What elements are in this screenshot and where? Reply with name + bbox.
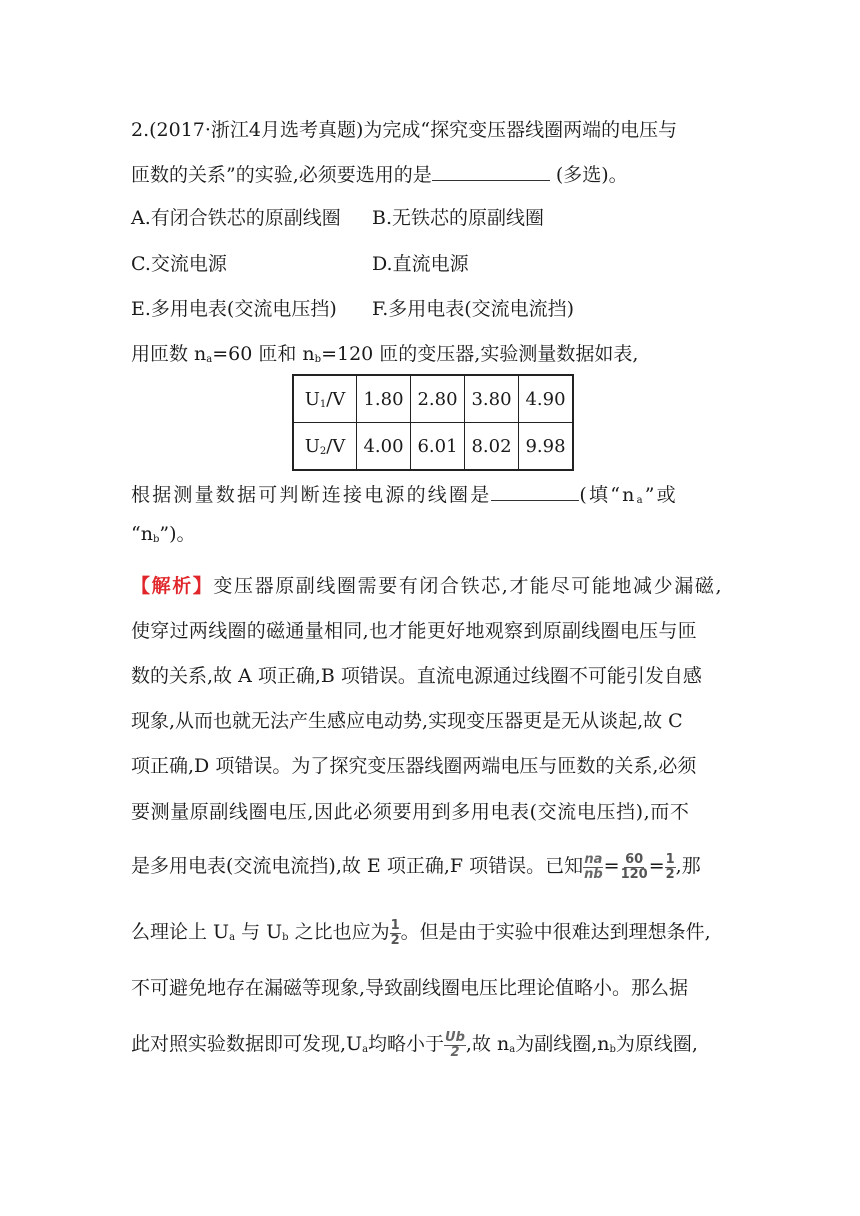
option-c: C.交流电源 — [131, 253, 227, 275]
option-f: F.多用电表(交流电流挡) — [372, 298, 575, 320]
table-cell: 6.01 — [411, 423, 465, 471]
analysis-line-9: 不可避免地存在漏磁等现象,导致副线圈电压比理论值略小。那么据 — [131, 977, 689, 999]
fraction-na-nb: $\frac{na}{nb}$ — [584, 851, 603, 882]
answer-blank-1[interactable] — [432, 162, 550, 181]
row-header-u2: $U_2/V$ — [293, 423, 357, 471]
option-b: B.无铁芯的原副线圈 — [372, 207, 545, 229]
question-line-8: “$n_b$”)。 — [131, 523, 196, 545]
analysis-line-5: 项正确,D 项错误。为了探究变压器线圈两端电压与匝数的关系,必须 — [131, 755, 697, 777]
analysis-line-4: 现象,从而也就无法产生感应电动势,实现变压器更是无从谈起,故 C — [131, 710, 683, 732]
fraction-1-2: $\frac{1}{2}$ — [390, 917, 400, 948]
question-line-6: 用匝数 $n_a=60$ 匝和 $n_b=120$ 匝的变压器,实验测量数据如表, — [131, 343, 639, 365]
fraction-1-2: $\frac{1}{2}$ — [665, 851, 675, 882]
analysis-line-3: 数的关系,故 A 项正确,B 项错误。直流电源通过线圈不可能引发自感 — [131, 665, 702, 687]
table-cell: 1.80 — [357, 375, 411, 423]
table-cell: 9.98 — [519, 423, 574, 471]
table-cell: 3.80 — [465, 375, 519, 423]
table-row — [293, 423, 573, 471]
table-cell: 8.02 — [465, 423, 519, 471]
analysis-line-6: 要测量原副线圈电压,因此必须要用到多用电表(交流电压挡),而不 — [131, 801, 690, 823]
measurement-table — [292, 374, 574, 471]
analysis-line-2: 使穿过两线圈的磁通量相同,也才能更好地观察到原副线圈电压与匝 — [131, 620, 698, 642]
question-line-1: 2.(2017·浙江4月选考真题)为完成“探究变压器线圈两端的电压与 — [131, 119, 678, 141]
analysis-line-1: 【解析】变压器原副线圈需要有闭合铁芯,才能尽可能地减少漏磁, — [131, 575, 724, 597]
analysis-line-8: 么理论上 $U_a$ 与 $U_b$ 之比也应为 $\frac{1}{2}$ 。但是由于实验中很难达到理想条件, — [131, 917, 711, 948]
question-line-7: 根据测量数据可判断连接电源的线圈是 (填“$n_a$”或 — [131, 484, 678, 506]
analysis-line-7: 是多用电表(交流电流挡),故 E 项正确,F 项错误。已知 $\frac{na}{nb}$ = $\frac{60}{120}$ = $\frac{1}{2}$ ,那 — [131, 851, 701, 882]
question-line-2: 匝数的关系”的实验,必须要选用的是 (多选)。 — [131, 164, 628, 186]
row-header-u1: $U_1/V$ — [293, 375, 357, 423]
fraction-ub-2: $\frac{Ub}{2}$ — [445, 1029, 465, 1060]
analysis-line-10: 此对照实验数据即可发现$,U_a$均略小于 $\frac{Ub}{2}$ ,故 $n_a$为副线圈$,n_b$为原线圈, — [131, 1029, 698, 1060]
table-cell: 4.90 — [519, 375, 574, 423]
table-cell: 4.00 — [357, 423, 411, 471]
table-cell: 2.80 — [411, 375, 465, 423]
analysis-tag: 【解析】 — [131, 575, 214, 597]
fraction-60-120: $\frac{60}{120}$ — [620, 851, 648, 882]
answer-blank-2[interactable] — [491, 482, 579, 501]
table-row — [293, 375, 573, 423]
option-d: D.直流电源 — [372, 253, 469, 275]
option-a: A.有闭合铁芯的原副线圈 — [131, 207, 341, 229]
option-e: E.多用电表(交流电压挡) — [131, 298, 337, 320]
